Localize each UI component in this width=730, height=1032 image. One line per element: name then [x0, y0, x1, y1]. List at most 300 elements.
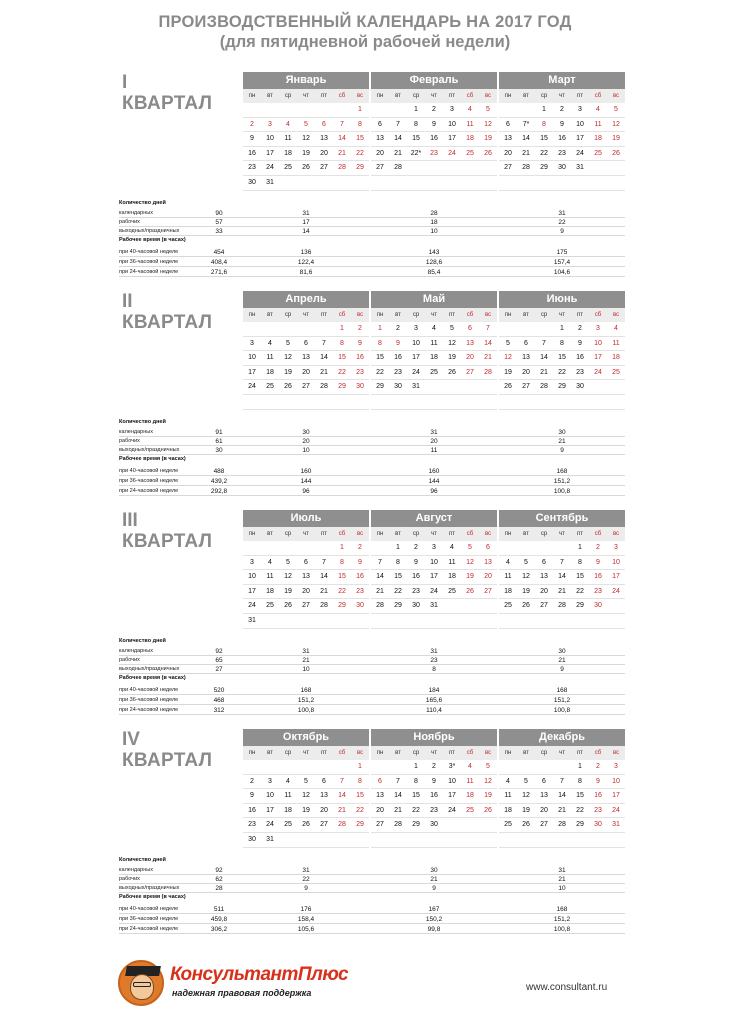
day-cell[interactable]: 11: [448, 558, 456, 566]
day-cell[interactable]: 25: [266, 602, 274, 610]
day-cell[interactable]: 7*: [522, 120, 530, 128]
day-cell[interactable]: 10: [430, 558, 438, 566]
day-cell[interactable]: 9: [414, 558, 418, 566]
day-cell[interactable]: 29: [356, 821, 364, 829]
day-cell[interactable]: 14: [484, 339, 492, 347]
day-cell[interactable]: 6: [304, 339, 308, 347]
day-cell[interactable]: 24: [266, 164, 274, 172]
day-cell[interactable]: 25: [504, 821, 512, 829]
day-cell[interactable]: 6: [524, 339, 528, 347]
day-cell[interactable]: 24: [248, 383, 256, 391]
day-cell[interactable]: 5: [304, 120, 308, 128]
day-cell[interactable]: 30: [394, 383, 402, 391]
day-cell[interactable]: 13: [484, 558, 492, 566]
day-cell[interactable]: 3: [596, 325, 600, 332]
day-cell[interactable]: 23: [576, 368, 584, 376]
day-cell[interactable]: 27: [540, 602, 548, 610]
day-cell[interactable]: 15: [576, 573, 584, 581]
day-cell[interactable]: 28: [394, 821, 402, 829]
day-cell[interactable]: 16: [412, 573, 420, 581]
day-cell[interactable]: 12: [612, 120, 620, 128]
day-cell[interactable]: 7: [560, 558, 564, 566]
day-cell[interactable]: 7: [378, 558, 382, 566]
day-cell[interactable]: 20: [540, 806, 548, 814]
day-cell[interactable]: 11: [594, 120, 602, 128]
day-cell[interactable]: 22: [338, 587, 346, 595]
day-cell[interactable]: 2: [432, 106, 436, 113]
day-cell[interactable]: 24: [594, 368, 602, 376]
day-cell[interactable]: 13: [302, 573, 310, 581]
day-cell[interactable]: 31: [266, 178, 274, 186]
day-cell[interactable]: 30: [594, 602, 602, 610]
day-cell[interactable]: 29: [576, 602, 584, 610]
day-cell[interactable]: 8: [340, 558, 344, 566]
day-cell[interactable]: 1: [578, 763, 582, 770]
day-cell[interactable]: 13: [320, 792, 328, 800]
day-cell[interactable]: 6: [322, 120, 326, 128]
day-cell[interactable]: 26: [302, 821, 310, 829]
day-cell[interactable]: 17: [248, 587, 256, 595]
day-cell[interactable]: 15: [338, 354, 346, 362]
day-cell[interactable]: 16: [594, 573, 602, 581]
day-cell[interactable]: 27: [484, 587, 492, 595]
day-cell[interactable]: 20: [320, 806, 328, 814]
day-cell[interactable]: 6: [304, 558, 308, 566]
day-cell[interactable]: 9: [596, 558, 600, 566]
day-cell[interactable]: 8: [414, 777, 418, 785]
day-cell[interactable]: 21: [394, 149, 402, 157]
day-cell[interactable]: 12: [522, 792, 530, 800]
day-cell[interactable]: 25: [284, 164, 292, 172]
day-cell[interactable]: 9: [396, 339, 400, 347]
day-cell[interactable]: 6: [542, 558, 546, 566]
day-cell[interactable]: 1: [396, 544, 400, 551]
day-cell[interactable]: 21: [320, 587, 328, 595]
day-cell[interactable]: 5: [486, 106, 490, 113]
day-cell[interactable]: 23: [594, 806, 602, 814]
day-cell[interactable]: 15: [376, 354, 384, 362]
day-cell[interactable]: 11: [466, 120, 474, 128]
day-cell[interactable]: 19: [522, 806, 530, 814]
day-cell[interactable]: 31: [248, 616, 256, 624]
day-cell[interactable]: 16: [430, 135, 438, 143]
day-cell[interactable]: 26: [612, 149, 620, 157]
day-cell[interactable]: 12: [466, 558, 474, 566]
day-cell[interactable]: 7: [322, 558, 326, 566]
day-cell[interactable]: 29: [356, 164, 364, 172]
day-cell[interactable]: 11: [466, 777, 474, 785]
day-cell[interactable]: 17: [430, 573, 438, 581]
day-cell[interactable]: 23: [430, 149, 438, 157]
day-cell[interactable]: 28: [320, 602, 328, 610]
day-cell[interactable]: 21: [338, 806, 346, 814]
day-cell[interactable]: 2: [250, 120, 254, 128]
day-cell[interactable]: 14: [558, 573, 566, 581]
day-cell[interactable]: 1: [358, 763, 362, 770]
day-cell[interactable]: 24: [448, 149, 456, 157]
day-cell[interactable]: 17: [576, 135, 584, 143]
day-cell[interactable]: 10: [248, 573, 256, 581]
day-cell[interactable]: 17: [448, 792, 456, 800]
day-cell[interactable]: 14: [558, 792, 566, 800]
day-cell[interactable]: 2: [414, 544, 418, 551]
day-cell[interactable]: 1: [560, 325, 564, 332]
day-cell[interactable]: 21: [376, 587, 384, 595]
day-cell[interactable]: 5: [524, 777, 528, 785]
day-cell[interactable]: 16: [248, 149, 256, 157]
day-cell[interactable]: 4: [432, 325, 436, 332]
day-cell[interactable]: 27: [320, 164, 328, 172]
day-cell[interactable]: 9: [578, 339, 582, 347]
day-cell[interactable]: 2: [578, 325, 582, 332]
day-cell[interactable]: 9: [432, 777, 436, 785]
day-cell[interactable]: 1: [414, 106, 418, 113]
day-cell[interactable]: 18: [466, 792, 474, 800]
day-cell[interactable]: 18: [612, 354, 620, 362]
day-cell[interactable]: 3: [250, 558, 254, 566]
day-cell[interactable]: 4: [268, 339, 272, 347]
day-cell[interactable]: 1: [542, 106, 546, 113]
day-cell[interactable]: 10: [594, 339, 602, 347]
day-cell[interactable]: 4: [596, 106, 600, 113]
day-cell[interactable]: 28: [558, 821, 566, 829]
day-cell[interactable]: 17: [248, 368, 256, 376]
day-cell[interactable]: 3: [578, 106, 582, 113]
day-cell[interactable]: 17: [448, 135, 456, 143]
day-cell[interactable]: 31: [266, 835, 274, 843]
day-cell[interactable]: 27: [302, 602, 310, 610]
day-cell[interactable]: 8: [340, 339, 344, 347]
day-cell[interactable]: 6: [542, 777, 546, 785]
day-cell[interactable]: 10: [448, 120, 456, 128]
day-cell[interactable]: 5: [614, 106, 618, 113]
day-cell[interactable]: 19: [612, 135, 620, 143]
day-cell[interactable]: 16: [394, 354, 402, 362]
day-cell[interactable]: 22: [376, 368, 384, 376]
day-cell[interactable]: 5: [450, 325, 454, 332]
day-cell[interactable]: 1: [340, 325, 344, 332]
day-cell[interactable]: 22: [338, 368, 346, 376]
day-cell[interactable]: 17: [412, 354, 420, 362]
day-cell[interactable]: 13: [540, 792, 548, 800]
day-cell[interactable]: 22: [356, 149, 364, 157]
day-cell[interactable]: 11: [504, 573, 512, 581]
day-cell[interactable]: 19: [522, 587, 530, 595]
day-cell[interactable]: 19: [302, 806, 310, 814]
day-cell[interactable]: 26: [484, 806, 492, 814]
day-cell[interactable]: 10: [248, 354, 256, 362]
day-cell[interactable]: 14: [394, 135, 402, 143]
day-cell[interactable]: 6: [468, 325, 472, 332]
day-cell[interactable]: 6: [378, 120, 382, 128]
day-cell[interactable]: 14: [320, 354, 328, 362]
day-cell[interactable]: 15: [412, 792, 420, 800]
day-cell[interactable]: 16: [248, 806, 256, 814]
day-cell[interactable]: 21: [320, 368, 328, 376]
day-cell[interactable]: 8: [378, 339, 382, 347]
day-cell[interactable]: 23: [356, 587, 364, 595]
day-cell[interactable]: 30: [576, 383, 584, 391]
day-cell[interactable]: 29: [338, 383, 346, 391]
day-cell[interactable]: 4: [468, 763, 472, 770]
day-cell[interactable]: 22: [558, 368, 566, 376]
day-cell[interactable]: 28: [338, 821, 346, 829]
day-cell[interactable]: 20: [320, 149, 328, 157]
day-cell[interactable]: 21: [558, 587, 566, 595]
day-cell[interactable]: 13: [320, 135, 328, 143]
day-cell[interactable]: 28: [394, 164, 402, 172]
day-cell[interactable]: 18: [284, 806, 292, 814]
day-cell[interactable]: 23: [412, 587, 420, 595]
day-cell[interactable]: 22*: [410, 149, 422, 157]
day-cell[interactable]: 16: [356, 573, 364, 581]
day-cell[interactable]: 19: [448, 354, 456, 362]
day-cell[interactable]: 18: [430, 354, 438, 362]
day-cell[interactable]: 21: [540, 368, 548, 376]
day-cell[interactable]: 5: [524, 558, 528, 566]
day-cell[interactable]: 10: [612, 777, 620, 785]
day-cell[interactable]: 26: [302, 164, 310, 172]
day-cell[interactable]: 18: [504, 806, 512, 814]
day-cell[interactable]: 14: [394, 792, 402, 800]
day-cell[interactable]: 23: [356, 368, 364, 376]
day-cell[interactable]: 16: [576, 354, 584, 362]
day-cell[interactable]: 17: [612, 573, 620, 581]
day-cell[interactable]: 20: [540, 587, 548, 595]
day-cell[interactable]: 2: [396, 325, 400, 332]
day-cell[interactable]: 9: [432, 120, 436, 128]
day-cell[interactable]: 26: [522, 602, 530, 610]
day-cell[interactable]: 12: [302, 792, 310, 800]
day-cell[interactable]: 11: [612, 339, 620, 347]
day-cell[interactable]: 24: [448, 806, 456, 814]
day-cell[interactable]: 3: [414, 325, 418, 332]
day-cell[interactable]: 4: [450, 544, 454, 551]
day-cell[interactable]: 6: [378, 777, 382, 785]
day-cell[interactable]: 7: [322, 339, 326, 347]
day-cell[interactable]: 19: [284, 368, 292, 376]
day-cell[interactable]: 30: [356, 383, 364, 391]
day-cell[interactable]: 7: [340, 120, 344, 128]
day-cell[interactable]: 4: [506, 777, 510, 785]
day-cell[interactable]: 3: [450, 106, 454, 113]
day-cell[interactable]: 26: [484, 149, 492, 157]
day-cell[interactable]: 30: [248, 835, 256, 843]
day-cell[interactable]: 15: [576, 792, 584, 800]
day-cell[interactable]: 29: [376, 383, 384, 391]
day-cell[interactable]: 3: [614, 763, 618, 770]
day-cell[interactable]: 19: [504, 368, 512, 376]
day-cell[interactable]: 9: [250, 135, 254, 143]
day-cell[interactable]: 10: [412, 339, 420, 347]
day-cell[interactable]: 12: [504, 354, 512, 362]
day-cell[interactable]: 26: [448, 368, 456, 376]
day-cell[interactable]: 4: [614, 325, 618, 332]
day-cell[interactable]: 1: [378, 325, 382, 332]
day-cell[interactable]: 17: [612, 792, 620, 800]
day-cell[interactable]: 8: [414, 120, 418, 128]
day-cell[interactable]: 11: [284, 135, 292, 143]
day-cell[interactable]: 18: [504, 587, 512, 595]
day-cell[interactable]: 28: [484, 368, 492, 376]
day-cell[interactable]: 20: [302, 368, 310, 376]
day-cell[interactable]: 13: [376, 792, 384, 800]
day-cell[interactable]: 30: [248, 178, 256, 186]
day-cell[interactable]: 5: [286, 339, 290, 347]
day-cell[interactable]: 26: [522, 821, 530, 829]
day-cell[interactable]: 29: [558, 383, 566, 391]
day-cell[interactable]: 28: [338, 164, 346, 172]
day-cell[interactable]: 20: [376, 149, 384, 157]
day-cell[interactable]: 12: [284, 354, 292, 362]
day-cell[interactable]: 25: [466, 149, 474, 157]
day-cell[interactable]: 17: [266, 149, 274, 157]
website-link[interactable]: www.consultant.ru: [526, 982, 608, 993]
day-cell[interactable]: 29: [394, 602, 402, 610]
day-cell[interactable]: 25: [504, 602, 512, 610]
day-cell[interactable]: 27: [302, 383, 310, 391]
day-cell[interactable]: 20: [302, 587, 310, 595]
day-cell[interactable]: 13: [522, 354, 530, 362]
day-cell[interactable]: 2: [432, 763, 436, 770]
day-cell[interactable]: 7: [560, 777, 564, 785]
day-cell[interactable]: 13: [376, 135, 384, 143]
day-cell[interactable]: 14: [540, 354, 548, 362]
day-cell[interactable]: 9: [358, 339, 362, 347]
day-cell[interactable]: 10: [612, 558, 620, 566]
day-cell[interactable]: 12: [302, 135, 310, 143]
day-cell[interactable]: 4: [286, 120, 290, 128]
day-cell[interactable]: 7: [486, 325, 490, 332]
day-cell[interactable]: 25: [612, 368, 620, 376]
day-cell[interactable]: 4: [506, 558, 510, 566]
day-cell[interactable]: 28: [320, 383, 328, 391]
day-cell[interactable]: 14: [338, 792, 346, 800]
day-cell[interactable]: 3: [268, 777, 272, 785]
day-cell[interactable]: 23: [594, 587, 602, 595]
day-cell[interactable]: 10: [266, 792, 274, 800]
day-cell[interactable]: 22: [356, 806, 364, 814]
day-cell[interactable]: 19: [466, 573, 474, 581]
day-cell[interactable]: 3: [250, 339, 254, 347]
day-cell[interactable]: 9: [250, 792, 254, 800]
day-cell[interactable]: 31: [576, 164, 584, 172]
day-cell[interactable]: 16: [558, 135, 566, 143]
day-cell[interactable]: 27: [320, 821, 328, 829]
day-cell[interactable]: 16: [594, 792, 602, 800]
day-cell[interactable]: 30: [594, 821, 602, 829]
day-cell[interactable]: 10: [266, 135, 274, 143]
day-cell[interactable]: 15: [356, 792, 364, 800]
day-cell[interactable]: 9: [560, 120, 564, 128]
day-cell[interactable]: 2: [358, 544, 362, 551]
day-cell[interactable]: 12: [448, 339, 456, 347]
day-cell[interactable]: 11: [284, 792, 292, 800]
day-cell[interactable]: 29: [576, 821, 584, 829]
day-cell[interactable]: 27: [504, 164, 512, 172]
day-cell[interactable]: 21: [338, 149, 346, 157]
day-cell[interactable]: 13: [302, 354, 310, 362]
day-cell[interactable]: 13: [504, 135, 512, 143]
day-cell[interactable]: 27: [540, 821, 548, 829]
day-cell[interactable]: 28: [558, 602, 566, 610]
day-cell[interactable]: 4: [268, 558, 272, 566]
day-cell[interactable]: 15: [356, 135, 364, 143]
day-cell[interactable]: 29: [338, 602, 346, 610]
day-cell[interactable]: 12: [284, 573, 292, 581]
day-cell[interactable]: 2: [560, 106, 564, 113]
day-cell[interactable]: 15: [394, 573, 402, 581]
day-cell[interactable]: 20: [466, 354, 474, 362]
day-cell[interactable]: 10: [448, 777, 456, 785]
day-cell[interactable]: 6: [506, 120, 510, 128]
day-cell[interactable]: 27: [376, 821, 384, 829]
day-cell[interactable]: 21: [484, 354, 492, 362]
day-cell[interactable]: 25: [448, 587, 456, 595]
day-cell[interactable]: 20: [504, 149, 512, 157]
day-cell[interactable]: 25: [430, 368, 438, 376]
day-cell[interactable]: 11: [430, 339, 438, 347]
day-cell[interactable]: 22: [576, 806, 584, 814]
day-cell[interactable]: 7: [340, 777, 344, 785]
day-cell[interactable]: 7: [396, 777, 400, 785]
day-cell[interactable]: 12: [484, 120, 492, 128]
day-cell[interactable]: 5: [506, 339, 510, 347]
day-cell[interactable]: 31: [612, 821, 620, 829]
day-cell[interactable]: 18: [266, 587, 274, 595]
day-cell[interactable]: 16: [356, 354, 364, 362]
day-cell[interactable]: 28: [540, 383, 548, 391]
day-cell[interactable]: 27: [376, 164, 384, 172]
day-cell[interactable]: 21: [522, 149, 530, 157]
day-cell[interactable]: 2: [358, 325, 362, 332]
day-cell[interactable]: 25: [594, 149, 602, 157]
day-cell[interactable]: 19: [484, 792, 492, 800]
day-cell[interactable]: 25: [266, 383, 274, 391]
day-cell[interactable]: 5: [304, 777, 308, 785]
day-cell[interactable]: 18: [448, 573, 456, 581]
day-cell[interactable]: 13: [466, 339, 474, 347]
day-cell[interactable]: 2: [250, 777, 254, 785]
day-cell[interactable]: 11: [266, 354, 274, 362]
day-cell[interactable]: 8: [578, 558, 582, 566]
day-cell[interactable]: 21: [558, 806, 566, 814]
day-cell[interactable]: 6: [486, 544, 490, 551]
day-cell[interactable]: 24: [612, 806, 620, 814]
day-cell[interactable]: 23: [248, 164, 256, 172]
day-cell[interactable]: 29: [412, 821, 420, 829]
day-cell[interactable]: 22: [576, 587, 584, 595]
day-cell[interactable]: 23: [558, 149, 566, 157]
day-cell[interactable]: 22: [540, 149, 548, 157]
day-cell[interactable]: 1: [578, 544, 582, 551]
day-cell[interactable]: 27: [466, 368, 474, 376]
day-cell[interactable]: 30: [430, 821, 438, 829]
day-cell[interactable]: 28: [376, 602, 384, 610]
day-cell[interactable]: 24: [412, 368, 420, 376]
day-cell[interactable]: 20: [522, 368, 530, 376]
day-cell[interactable]: 8: [560, 339, 564, 347]
day-cell[interactable]: 19: [302, 149, 310, 157]
day-cell[interactable]: 14: [320, 573, 328, 581]
day-cell[interactable]: 22: [394, 587, 402, 595]
day-cell[interactable]: 3: [268, 120, 272, 128]
day-cell[interactable]: 12: [522, 573, 530, 581]
day-cell[interactable]: 1: [414, 763, 418, 770]
day-cell[interactable]: 20: [376, 806, 384, 814]
day-cell[interactable]: 18: [266, 368, 274, 376]
day-cell[interactable]: 5: [468, 544, 472, 551]
